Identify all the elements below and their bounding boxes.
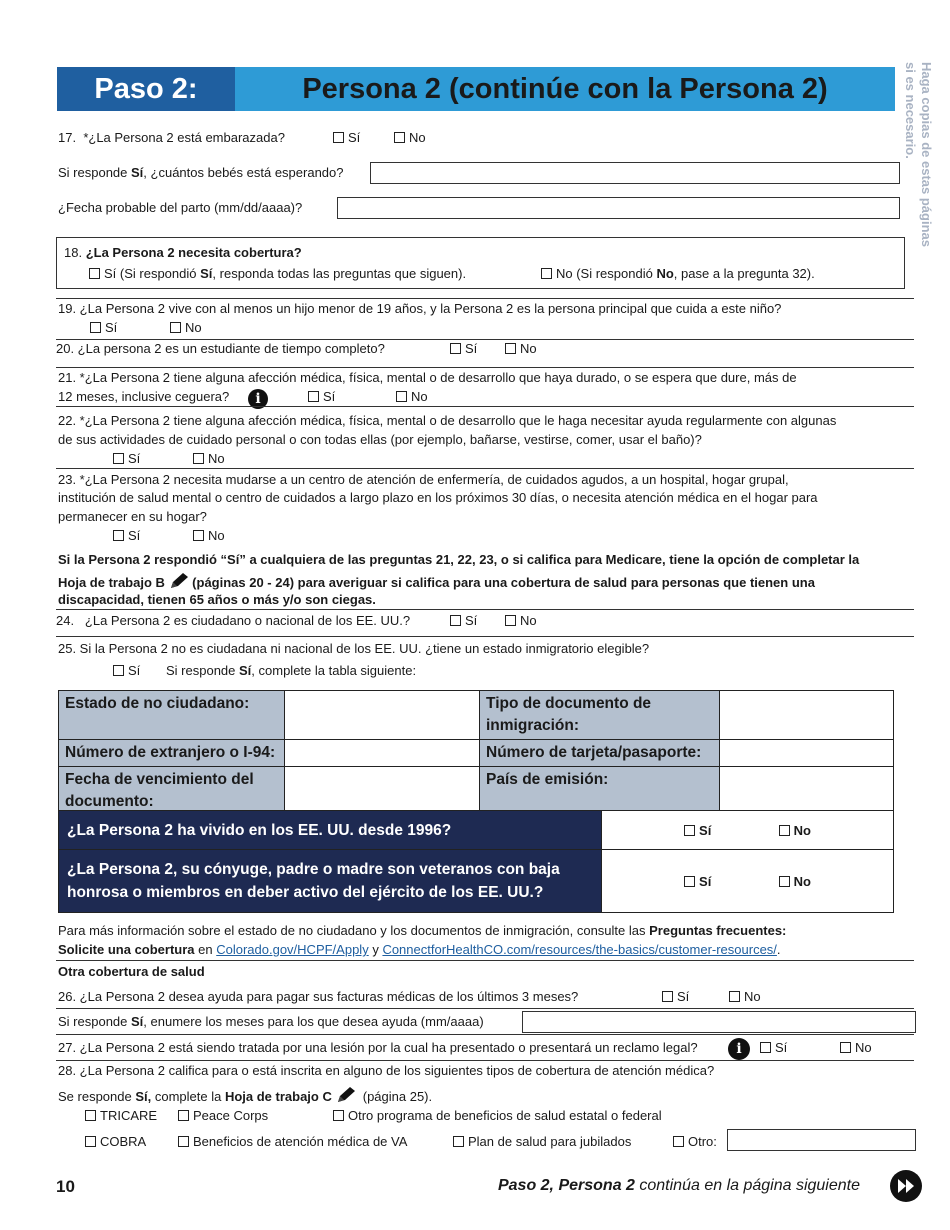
checkbox[interactable] (193, 530, 204, 541)
lived-yes[interactable]: Sí (684, 823, 711, 838)
q17-no[interactable]: No (394, 130, 426, 145)
veteran-yes[interactable]: Sí (684, 874, 711, 889)
babies-count-input[interactable] (370, 162, 900, 184)
q23-yes[interactable]: Sí (113, 528, 140, 543)
immigration-table (58, 690, 894, 816)
other-coverage-heading: Otra cobertura de salud (58, 964, 205, 979)
question-25: 25. Si la Persona 2 no es ciudadana ni nacional de los EE. UU. ¿tiene un estado inmigratorio elegible? (58, 641, 650, 656)
question-23-line2: institución de salud mental o centro de cuidados a largo plazo en los próximos 30 días, o necesita atención médica en el hogar para (58, 490, 818, 505)
page-number: 10 (56, 1177, 75, 1196)
label-alien-number: Número de extranjero o I-94: (59, 740, 285, 767)
checkbox[interactable] (333, 132, 344, 143)
doc-type-input[interactable] (720, 691, 894, 740)
alien-number-input[interactable] (285, 740, 480, 767)
question-26: 26. ¿La Persona 2 desea ayuda para pagar sus facturas médicas de los últimos 3 meses? (58, 989, 579, 1004)
hcpf-link[interactable]: Colorado.gov/HCPF/Apply (216, 942, 369, 957)
worksheet-b-note-line3: discapacidad, tienen 65 años o más y/o son ciegas. (58, 592, 376, 607)
veteran-question: ¿La Persona 2, su cónyuge, padre o madre son veteranos con baja honrosa o miembros en deber activo del ejército de los EE. UU.? (59, 850, 602, 913)
q19-no[interactable]: No (170, 320, 202, 335)
pencil-icon (336, 1086, 356, 1104)
checkbox[interactable] (113, 530, 124, 541)
veteran-answers (602, 850, 894, 913)
immigration-info-text: Para más información sobre el estado de no ciudadano y los documentos de inmigración, consulte las Preguntas frecuentes: Solicite una cobertura en Colorado.gov/HCPF/Apply y ConnectforHealthCO.com/resources/the-basics/customer-resources/. (58, 923, 787, 957)
card-number-input[interactable] (720, 740, 894, 767)
checkbox[interactable] (760, 1042, 771, 1053)
label-expiration-date: Fecha de vencimiento del documento: (59, 767, 285, 816)
q25-yes[interactable]: Sí (113, 663, 140, 678)
q21-no[interactable]: No (396, 389, 428, 404)
info-icon-27[interactable]: i (728, 1036, 750, 1060)
q26-no[interactable]: No (729, 989, 761, 1004)
worksheet-b-note-line2: Hoja de trabajo B (páginas 20 - 24) para averiguar si califica para una cobertura de salud para personas que tienen una (58, 572, 815, 590)
next-page-icon[interactable] (890, 1170, 922, 1202)
q22-no[interactable]: No (193, 451, 225, 466)
q18-yes[interactable]: Sí (Si respondió Sí, responda todas las preguntas que siguen). (89, 266, 466, 281)
q17-yes[interactable]: Sí (333, 130, 360, 145)
question-19: 19. ¿La Persona 2 vive con al menos un hijo menor de 19 años, y la Persona 2 es la persona principal que cuida a este niño? (58, 301, 782, 316)
lived-since-1996-question: ¿La Persona 2 ha vivido en los EE. UU. desde 1996? (59, 811, 602, 850)
checkbox[interactable] (396, 391, 407, 402)
q27-yes[interactable]: Sí (760, 1040, 787, 1055)
checkbox[interactable] (394, 132, 405, 143)
checkbox[interactable] (89, 268, 100, 279)
checkbox[interactable] (193, 453, 204, 464)
lived-since-1996-answers (602, 811, 894, 850)
question-22-line2: de sus actividades de cuidado personal o con todas ellas (por ejemplo, bañarse, vestirse, comer, usar el baño)? (58, 432, 702, 447)
expiration-date-input[interactable] (285, 767, 480, 816)
opt-va[interactable]: Beneficios de atención médica de VA (178, 1134, 407, 1149)
months-input[interactable] (522, 1011, 916, 1033)
veteran-no[interactable]: No (779, 874, 811, 889)
question-21-line1: 21. *¿La Persona 2 tiene alguna afección médica, física, mental o de desarrollo que haya durado, o se espera que dure, más de (58, 370, 797, 385)
q23-no[interactable]: No (193, 528, 225, 543)
checkbox[interactable] (450, 343, 461, 354)
q26-followup: Si responde Sí, enumere los meses para los que desea ayuda (mm/aaaa) (58, 1014, 484, 1029)
checkbox[interactable] (541, 268, 552, 279)
lived-no[interactable]: No (779, 823, 811, 838)
label-status: Estado de no ciudadano: (59, 691, 285, 740)
q24-yes[interactable]: Sí (450, 613, 477, 628)
q28-followup: Se responde Sí, complete la Hoja de trabajo C (página 25). (58, 1086, 432, 1104)
checkbox[interactable] (113, 665, 124, 676)
worksheet-b-note-line1: Si la Persona 2 respondió “Sí” a cualquiera de las preguntas 21, 22, 23, o si califica para Medicare, tiene la opción de completar la (58, 552, 860, 567)
checkbox[interactable] (840, 1042, 851, 1053)
checkbox[interactable] (662, 991, 673, 1002)
q20-no[interactable]: No (505, 341, 537, 356)
q27-no[interactable]: No (840, 1040, 872, 1055)
q17-babies-label: Si responde Sí, ¿cuántos bebés está esperando? (58, 165, 344, 180)
question-21-line2: 12 meses, inclusive ceguera? (58, 389, 230, 404)
country-input[interactable] (720, 767, 894, 816)
checkbox[interactable] (505, 615, 516, 626)
checkbox[interactable] (505, 343, 516, 354)
label-country: País de emisión: (480, 767, 720, 816)
q26-yes[interactable]: Sí (662, 989, 689, 1004)
due-date-input[interactable] (337, 197, 900, 219)
residency-table (58, 810, 894, 913)
question-24: 24. ¿La Persona 2 es ciudadano o nacional de los EE. UU.? (56, 613, 411, 628)
question-23-line3: permanecer en su hogar? (58, 509, 207, 524)
other-coverage-input[interactable] (727, 1129, 916, 1151)
opt-other[interactable]: Otro: (673, 1134, 717, 1149)
opt-tricare[interactable]: TRICARE (85, 1108, 157, 1123)
pencil-icon (169, 572, 189, 590)
side-note: Haga copias de estas páginas si es necesario. (903, 62, 934, 247)
q21-yes[interactable]: Sí (308, 389, 335, 404)
q22-yes[interactable]: Sí (113, 451, 140, 466)
question-22-line1: 22. *¿La Persona 2 tiene alguna afección médica, física, mental o de desarrollo que le haga necesitar ayuda regularmente con algunas (58, 413, 837, 428)
due-date-label: ¿Fecha probable del parto (mm/dd/aaaa)? (58, 200, 303, 215)
label-doc-type: Tipo de documento de inmigración: (480, 691, 720, 740)
question-20: 20. ¿La persona 2 es un estudiante de tiempo completo? (56, 341, 385, 356)
page-title: Persona 2 (continúe con la Persona 2) (235, 67, 895, 111)
checkbox[interactable] (113, 453, 124, 464)
step-label: Paso 2: (57, 67, 235, 111)
question-27: 27. ¿La Persona 2 está siendo tratada por una lesión por la cual ha presentado o presentará un reclamo legal? (58, 1040, 698, 1055)
status-input[interactable] (285, 691, 480, 740)
opt-peace-corps[interactable]: Peace Corps (178, 1108, 268, 1123)
question-28: 28. ¿La Persona 2 califica para o está inscrita en alguno de los siguientes tipos de cobertura de atención médica? (58, 1063, 715, 1078)
question-23-line1: 23. *¿La Persona 2 necesita mudarse a un centro de atención de enfermería, de cuidados agudos, a un hospital, hogar grupal, (58, 472, 789, 487)
continuation-note: Paso 2, Persona 2 continúa en la página siguiente (497, 1177, 860, 1194)
q18-no[interactable]: No (Si respondió No, pase a la pregunta 32). (541, 266, 815, 281)
checkbox[interactable] (308, 391, 319, 402)
q20-yes[interactable]: Sí (450, 341, 477, 356)
question-17: 17. *¿La Persona 2 está embarazada? (58, 130, 285, 145)
opt-retiree[interactable]: Plan de salud para jubilados (453, 1134, 631, 1149)
checkbox[interactable] (729, 991, 740, 1002)
opt-cobra[interactable]: COBRA (85, 1134, 146, 1149)
info-icon[interactable]: i (248, 386, 268, 409)
connect-for-health-link[interactable]: ConnectforHealthCO.com/resources/the-basics/customer-resources/ (382, 942, 777, 957)
q19-yes[interactable]: Sí (90, 320, 117, 335)
q24-no[interactable]: No (505, 613, 537, 628)
question-18-box: 18. ¿La Persona 2 necesita cobertura? Sí (Si respondió Sí, responda todas las preguntas que siguen). No (Si respondió No, pase a la pregunta 32). (56, 237, 905, 289)
label-card-number: Número de tarjeta/pasaporte: (480, 740, 720, 767)
checkbox[interactable] (90, 322, 101, 333)
q25-followup: Si responde Sí, complete la tabla siguiente: (166, 663, 417, 678)
checkbox[interactable] (170, 322, 181, 333)
checkbox[interactable] (450, 615, 461, 626)
opt-other-program[interactable]: Otro programa de beneficios de salud estatal o federal (333, 1108, 662, 1123)
